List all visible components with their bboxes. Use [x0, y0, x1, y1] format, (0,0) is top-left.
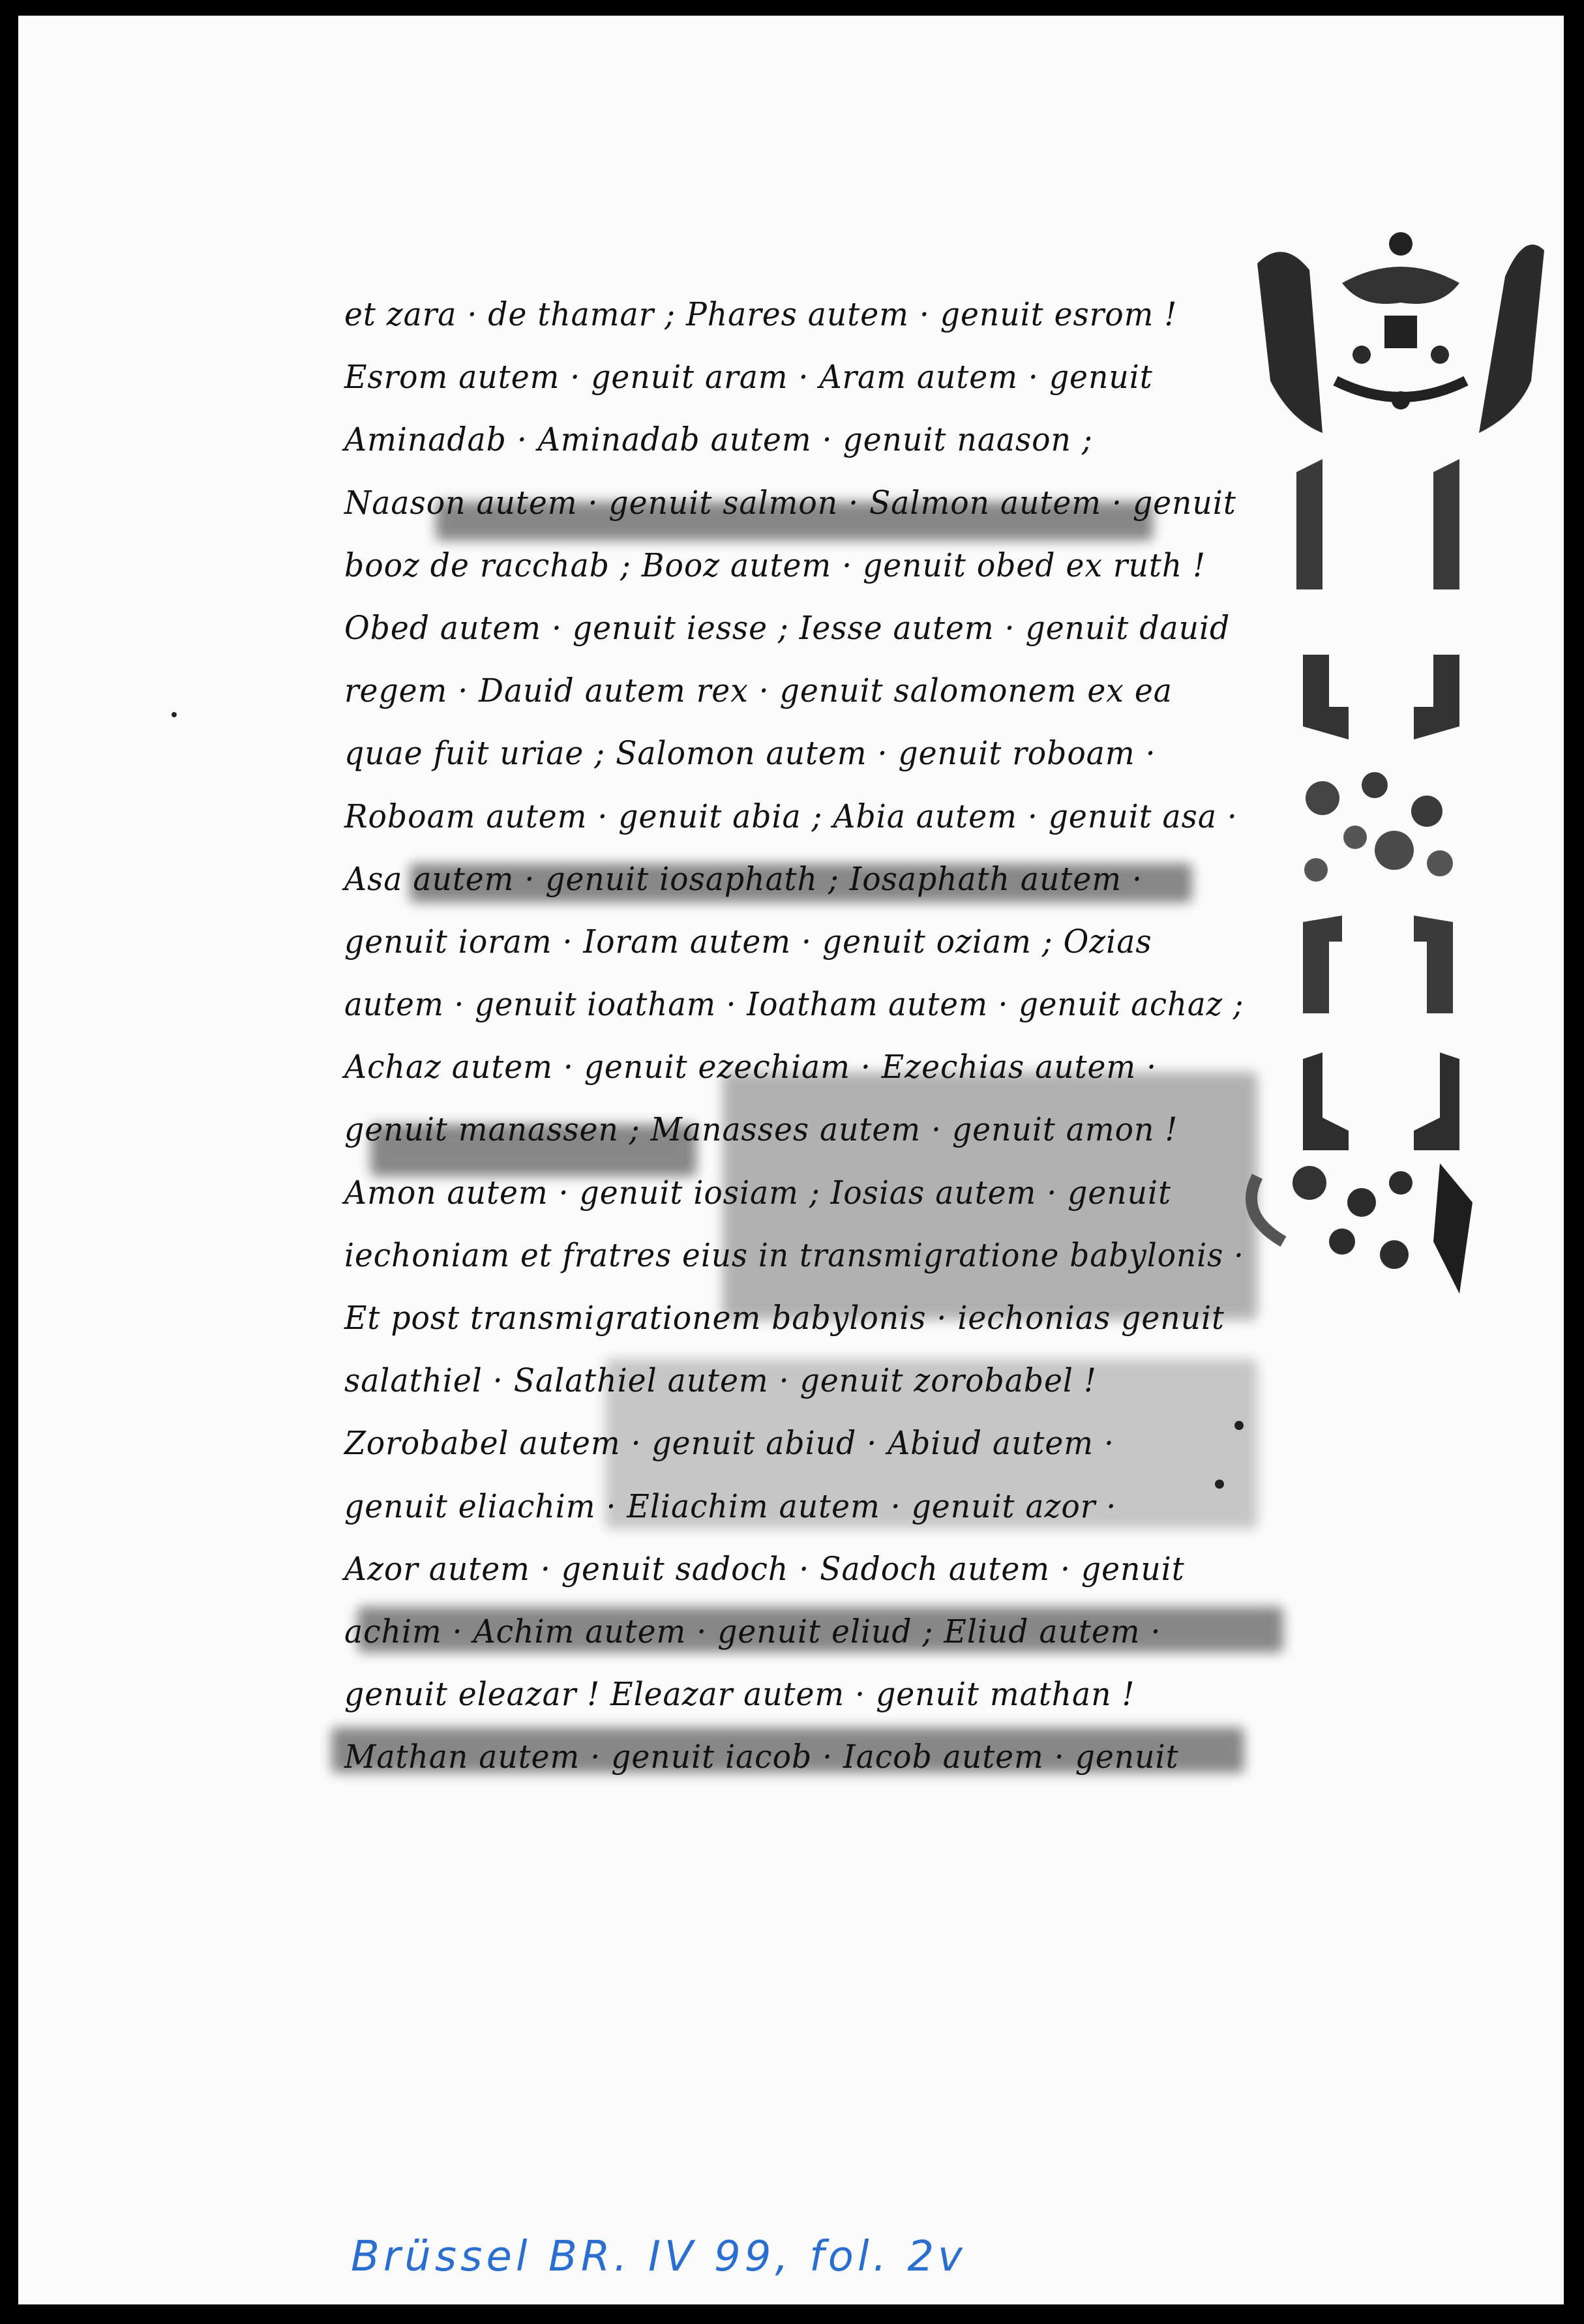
text-line-19: Zorobabel autem · genuit abiud · Abiud autem · [344, 1424, 1114, 1463]
text-line-22: achim · Achim autem · genuit eliud ; Eliud autem · [344, 1612, 1161, 1650]
text-line-14: genuit manassen ; Manasses autem · genuit amon ! [344, 1110, 1178, 1149]
text-line-18: salathiel · Salathiel autem · genuit zorobabel ! [344, 1362, 1097, 1400]
text-line-9: Roboam autem · genuit abia ; Abia autem · genuit asa · [344, 797, 1238, 835]
manuscript-page [18, 16, 1564, 2304]
text-line-23: genuit eleazar ! Eleazar autem · genuit mathan ! [344, 1675, 1135, 1714]
text-line-7: regem · Dauid autem rex · genuit salomonem ex ea [344, 672, 1173, 710]
text-line-16: iechoniam et fratres eius in transmigratione babylonis · [344, 1236, 1244, 1274]
text-line-6: Obed autem · genuit iesse ; Iesse autem · genuit dauid [344, 608, 1231, 647]
archival-caption: Brüssel BR. IV 99, fol. 2v [351, 2233, 966, 2281]
text-line-12: autem · genuit ioatham · Ioatham autem · genuit achaz ; [344, 985, 1244, 1024]
stray-spot [1234, 1421, 1244, 1430]
text-line-2: Esrom autem · genuit aram · Aram autem · genuit [344, 358, 1153, 396]
text-line-21: Azor autem · genuit sadoch · Sadoch autem · genuit [344, 1549, 1185, 1588]
text-line-13: Achaz autem · genuit ezechiam · Ezechias autem · [344, 1048, 1158, 1086]
text-line-1: et zara · de thamar ; Phares autem · genuit esrom ! [344, 295, 1178, 333]
text-line-15: Amon autem · genuit iosiam ; Iosias autem · genuit [344, 1173, 1172, 1212]
text-line-8: quae fuit uriae ; Salomon autem · genuit roboam · [344, 734, 1156, 773]
manuscript-text-block [344, 283, 1296, 1789]
stray-spot [172, 712, 177, 717]
stray-spot [1215, 1480, 1224, 1489]
text-line-11: genuit ioram · Ioram autem · genuit oziam ; Ozias [344, 922, 1152, 961]
text-line-17: Et post transmigrationem babylonis · iechonias genuit [344, 1299, 1225, 1337]
text-line-3: Aminadab · Aminadab autem · genuit naason ; [344, 421, 1093, 459]
text-line-24: Mathan autem · genuit iacob · Iacob autem · genuit [344, 1738, 1179, 1776]
text-line-5: booz de racchab ; Booz autem · genuit obed ex ruth ! [344, 546, 1206, 584]
interlace-border-ornament [1244, 224, 1557, 1333]
interlace-ornament-graphic [1244, 224, 1557, 1333]
text-line-10: Asa autem · genuit iosaphath ; Iosaphath autem · [344, 859, 1143, 898]
text-line-20: genuit eliachim · Eliachim autem · genuit azor · [344, 1487, 1117, 1525]
text-line-4: Naason autem · genuit salmon · Salmon autem · genuit [344, 483, 1236, 522]
